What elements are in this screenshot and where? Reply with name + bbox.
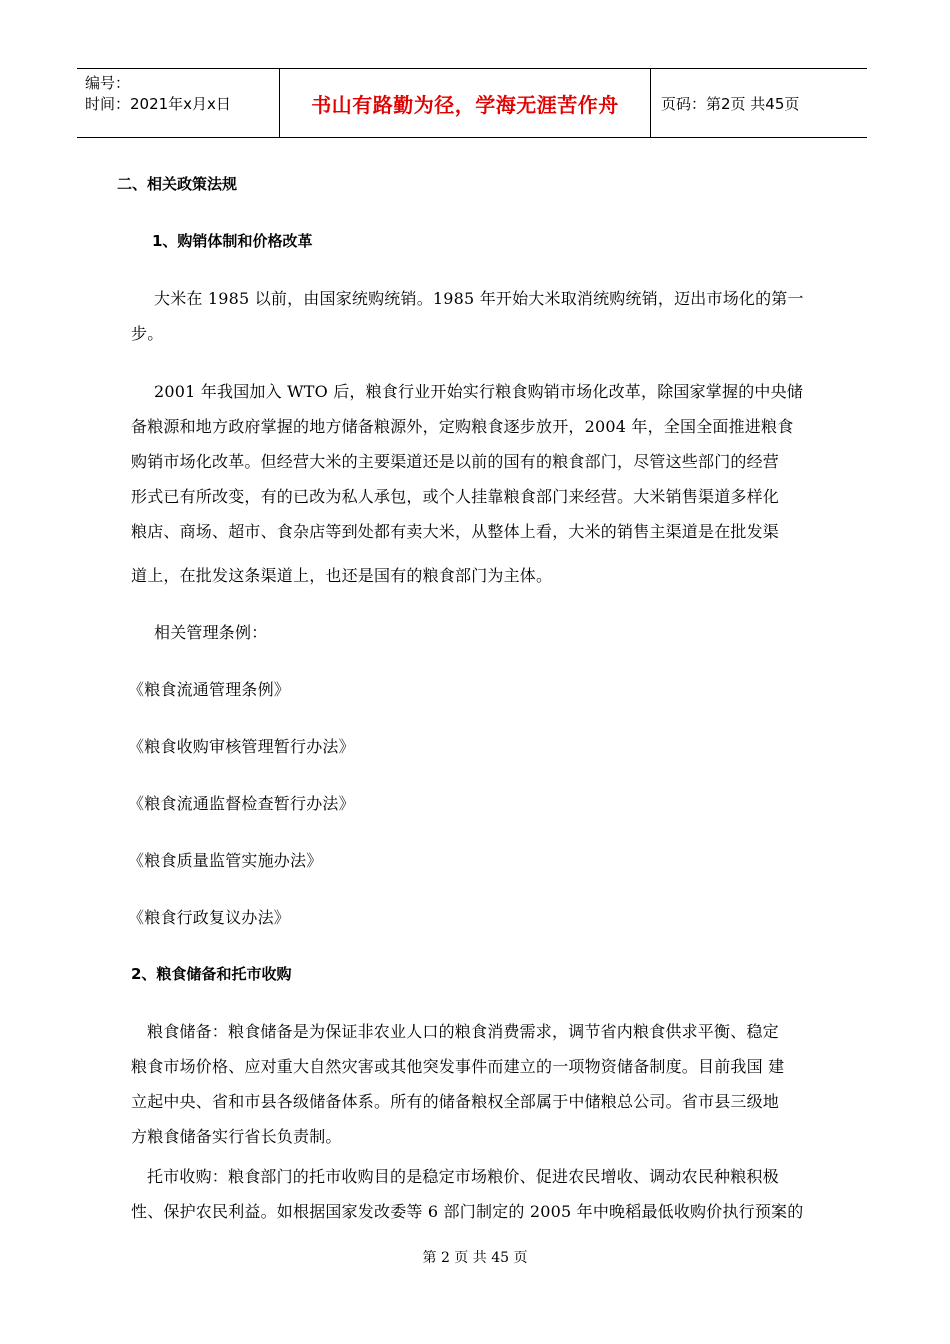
paragraph-line: 方粮食储备实行省长负责制。 (131, 1127, 342, 1146)
regulation-item: 《粮食流通监督检查暂行办法》 (128, 794, 355, 813)
paragraph-line: 形式已有所改变，有的已改为私人承包，或个人挂靠粮食部门来经营。大米销售渠道多样化 (131, 487, 780, 506)
regulation-item: 《粮食流通管理条例》 (128, 680, 291, 699)
paragraph-line: 粮店、商场、超市、食杂店等到处都有卖大米，从整体上看，大米的销售主渠道是在批发渠 (131, 522, 780, 541)
paragraph-line: 性、保护农民利益。如根据国家发改委等 6 部门制定的 2005 年中晚稻最低收购价执行预案的 (131, 1202, 804, 1221)
paragraph-line: 步。 (131, 324, 164, 343)
paragraph-line: 购销市场化改革。但经营大米的主要渠道还是以前的国有的粮食部门，尽管这些部门的经营 (131, 452, 780, 471)
regulation-item: 《粮食质量监管实施办法》 (128, 851, 323, 870)
regulations-intro: 相关管理条例： (154, 623, 268, 642)
subsection-title-2: 2、粮食储备和托市收购 (131, 965, 292, 983)
page-footer: 第 2 页 共 45 页 (422, 1250, 528, 1266)
header-meta (77, 69, 279, 137)
paragraph-line: 托市收购：粮食部门的托市收购目的是稳定市场粮价、促进农民增收、调动农民种粮积极 (147, 1167, 779, 1186)
paragraph-line: 2001 年我国加入 WTO 后，粮食行业开始实行粮食购销市场化改革，除国家掌握的中央储 (154, 382, 804, 401)
subsection-title-1: 1、购销体制和价格改革 (152, 232, 313, 250)
document-header (77, 68, 867, 138)
paragraph-line: 道上，在批发这条渠道上，也还是国有的粮食部门为主体。 (131, 566, 553, 585)
section-title: 二、相关政策法规 (117, 175, 238, 193)
regulation-item: 《粮食收购审核管理暂行办法》 (128, 737, 355, 756)
regulation-item: 《粮食行政复议办法》 (128, 908, 291, 927)
time-label: 时间：2021年x月x日 (85, 95, 231, 113)
paragraph-line: 备粮源和地方政府掌握的地方储备粮源外，定购粮食逐步放开，2004 年，全国全面推进粮食 (131, 417, 794, 436)
paragraph-line: 大米在 1985 以前，由国家统购统销。1985 年开始大米取消统购统销，迈出市场化的第一 (154, 289, 804, 308)
paragraph-line: 粮食储备：粮食储备是为保证非农业人口的粮食消费需求，调节省内粮食供求平衡、稳定 (147, 1022, 779, 1041)
paragraph-line: 粮食市场价格、应对重大自然灾害或其他突发事件而建立的一项物资储备制度。目前我国 建 (131, 1057, 785, 1076)
paragraph-line: 立起中央、省和市县各级储备体系。所有的储备粮权全部属于中储粮总公司。省市县三级地 (131, 1092, 780, 1111)
number-label: 编号： (85, 74, 131, 92)
header-page-label: 页码：第2页 共45页 (661, 94, 800, 113)
header-motto: 书山有路勤为径，学海无涯苦作舟 (279, 69, 651, 137)
